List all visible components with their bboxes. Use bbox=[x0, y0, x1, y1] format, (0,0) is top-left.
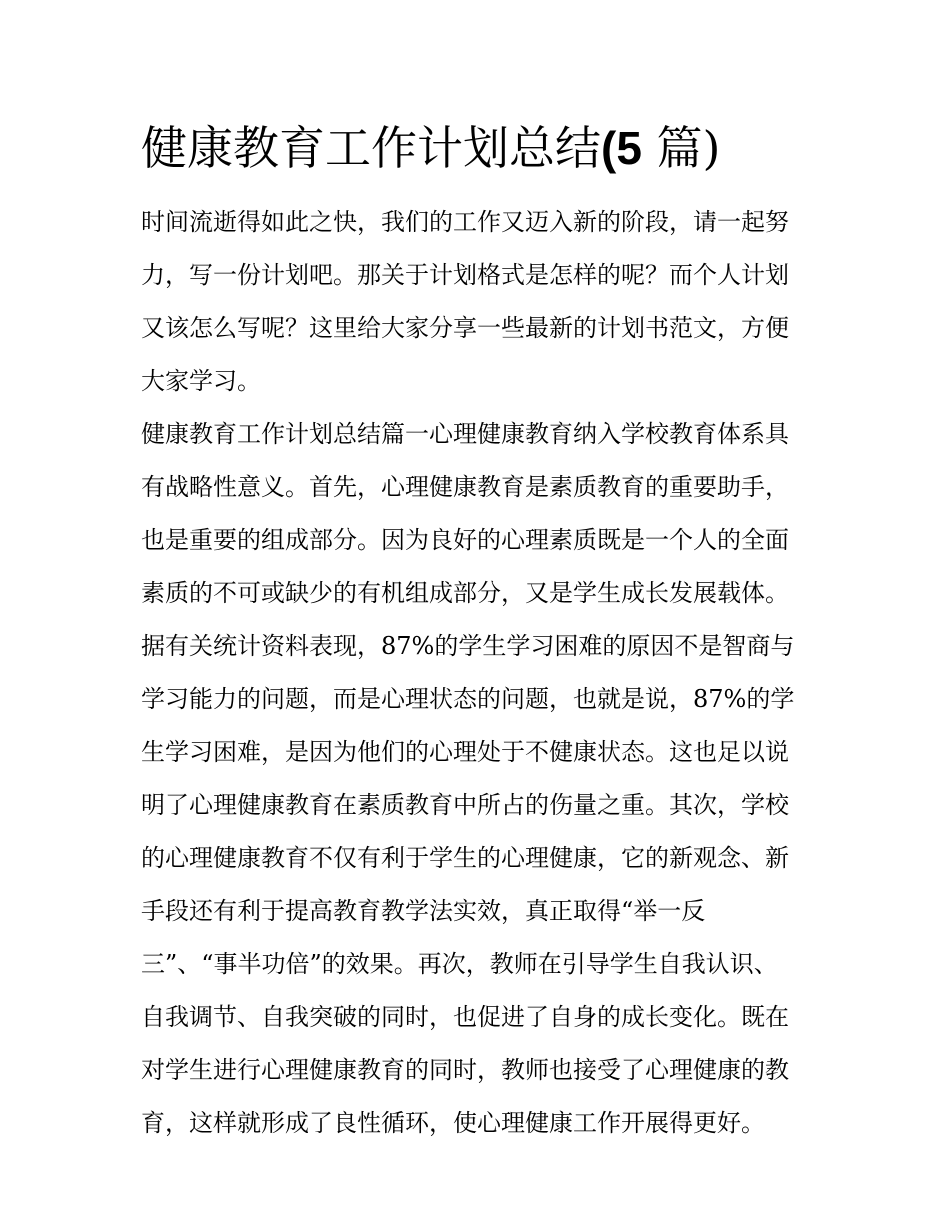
text-line: 育，这样就形成了良性循环，使心理健康工作开展得更好。 bbox=[141, 1109, 765, 1137]
text-line: 生学习困难，是因为他们的心理处于不健康状态。这也足以说 bbox=[141, 738, 789, 766]
document-body bbox=[141, 196, 813, 1150]
text-line: 自我调节、自我突破的同时，也促进了自身的成长变化。既在 bbox=[141, 1003, 789, 1031]
text-line: 素质的不可或缺少的有机组成部分，又是学生成长发展载体。 bbox=[141, 579, 789, 607]
text-line: 明了心理健康教育在素质教育中所占的伤量之重。其次，学校 bbox=[141, 791, 789, 819]
text-line: 力，写一份计划吧。那关于计划格式是怎样的呢？而个人计划 bbox=[141, 261, 789, 289]
text-line: 的心理健康教育不仅有利于学生的心理健康，它的新观念、新 bbox=[141, 844, 789, 872]
title-suffix: 篇) bbox=[641, 121, 721, 175]
text-line: 时间流逝得如此之快，我们的工作又迈入新的阶段，请一起努 bbox=[141, 208, 789, 236]
text-line: 又该怎么写呢？这里给大家分享一些最新的计划书范文，方便 bbox=[141, 314, 789, 342]
document-title bbox=[141, 112, 720, 184]
text-line: 三”、“事半功倍”的效果。再次，教师在引导学生自我认识、 bbox=[141, 950, 778, 978]
text-line: 据有关统计资料表现，87%的学生学习困难的原因不是智商与 bbox=[141, 632, 795, 660]
text-line: 手段还有利于提高教育教学法实效，真正取得“举一反 bbox=[141, 897, 706, 925]
title-number: (5 bbox=[601, 122, 642, 174]
text-line: 大家学习。 bbox=[141, 367, 261, 395]
text-line: 有战略性意义。首先，心理健康教育是素质教育的重要助手， bbox=[141, 473, 789, 501]
text-line: 健康教育工作计划总结篇一心理健康教育纳入学校教育体系具 bbox=[141, 420, 789, 448]
text-line: 学习能力的问题，而是心理状态的问题，也就是说，87%的学 bbox=[141, 685, 795, 713]
text-line: 也是重要的组成部分。因为良好的心理素质既是一个人的全面 bbox=[141, 526, 789, 554]
text-line: 对学生进行心理健康教育的同时，教师也接受了心理健康的教 bbox=[141, 1056, 789, 1084]
title-text: 健康教育工作计划总结 bbox=[141, 121, 601, 175]
